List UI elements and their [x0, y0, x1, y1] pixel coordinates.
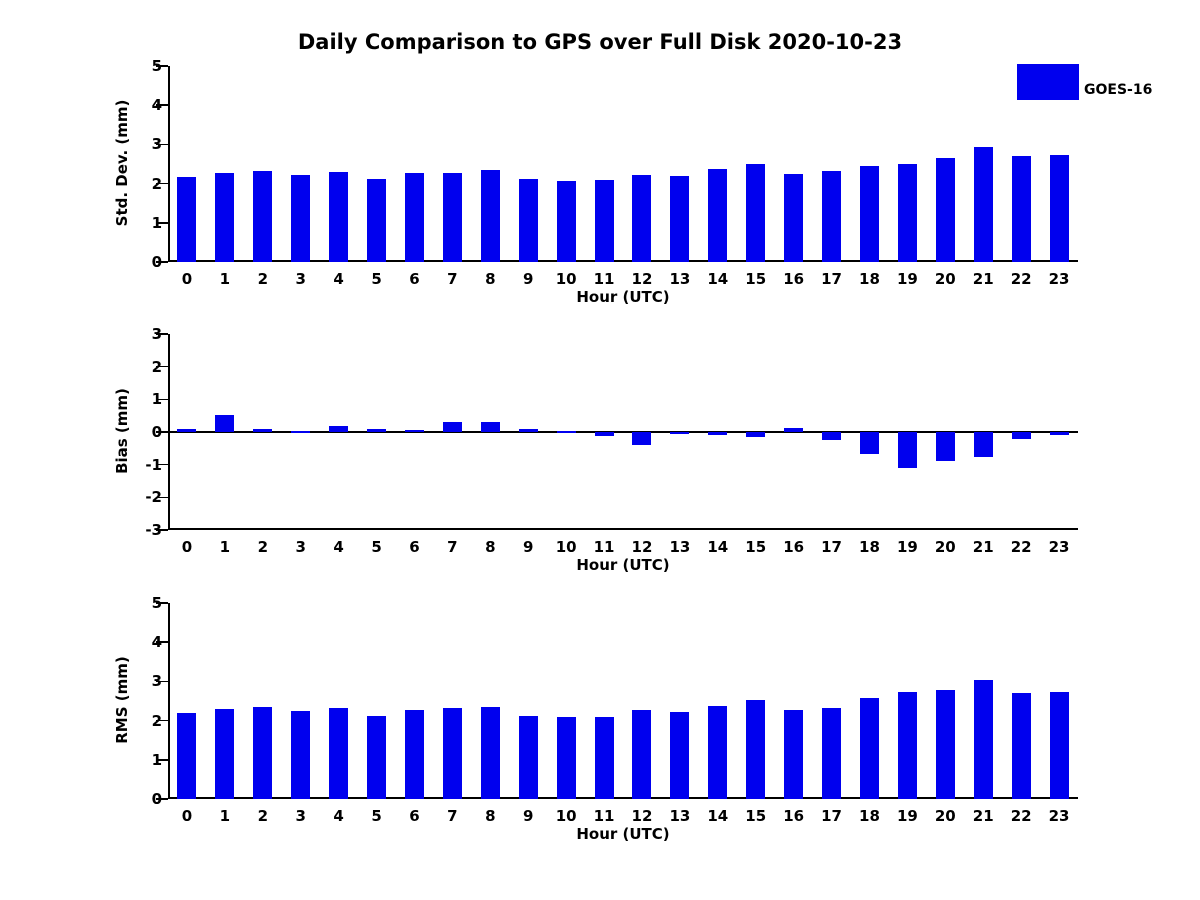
- bar-rms-hour-20: [936, 690, 955, 799]
- x-tick-label-rms-18: 18: [859, 807, 880, 825]
- y-tick-label-rms-0: 0: [151, 790, 162, 808]
- bar-std-hour-20: [936, 158, 955, 262]
- panel-std-dev: [113, 57, 1078, 306]
- y-tick-label-std-1: 1: [151, 213, 162, 232]
- x-tick-label-rms-1: 1: [219, 807, 231, 825]
- y-tick-label-rms-2: 2: [151, 711, 162, 730]
- y-axis-label-bias: Bias (mm): [113, 388, 131, 474]
- y-tick-label-rms-5: 5: [151, 594, 162, 612]
- x-tick-label-std-10: 10: [555, 270, 577, 288]
- x-tick-label-rms-23: 23: [1048, 807, 1070, 825]
- bar-rms-hour-16: [784, 710, 803, 799]
- bar-rms-hour-13: [670, 712, 689, 799]
- panel-rms: [113, 594, 1078, 843]
- x-tick-label-rms-22: 22: [1010, 807, 1032, 825]
- bar-rms-hour-7: [443, 708, 462, 799]
- x-tick-label-rms-16: 16: [783, 807, 805, 825]
- bar-bias-hour-7: [443, 422, 462, 432]
- x-tick-label-bias-11: 11: [593, 538, 615, 556]
- bar-bias-hour-14: [708, 432, 727, 435]
- x-tick-label-std-17: 17: [821, 270, 842, 288]
- bar-bias-hour-21: [974, 432, 993, 457]
- bar-bias-hour-17: [822, 432, 841, 440]
- x-tick-label-std-3: 3: [295, 270, 306, 288]
- bar-rms-hour-8: [481, 707, 500, 799]
- x-tick-label-bias-8: 8: [485, 538, 496, 556]
- bar-rms-hour-9: [519, 716, 538, 799]
- x-tick-label-rms-13: 13: [669, 807, 691, 825]
- x-tick-label-bias-23: 23: [1048, 538, 1070, 556]
- x-tick-label-bias-5: 5: [371, 538, 382, 556]
- x-tick-label-std-1: 1: [219, 270, 231, 288]
- x-tick-label-bias-15: 15: [745, 538, 767, 556]
- x-tick-label-bias-0: 0: [181, 538, 193, 556]
- bar-std-hour-14: [708, 169, 727, 262]
- bar-bias-hour-8: [481, 422, 500, 432]
- x-tick-label-std-22: 22: [1010, 270, 1032, 288]
- bar-std-hour-11: [595, 180, 614, 262]
- x-tick-label-bias-18: 18: [859, 538, 880, 556]
- bar-bias-hour-5: [367, 429, 386, 432]
- x-tick-label-rms-9: 9: [522, 807, 534, 825]
- bar-std-hour-3: [291, 175, 310, 262]
- bar-bias-hour-15: [746, 432, 765, 437]
- y-tick-label-bias-3: 0: [151, 423, 162, 441]
- x-tick-label-bias-10: 10: [555, 538, 577, 556]
- x-tick-label-rms-19: 19: [896, 807, 918, 825]
- x-tick-label-std-2: 2: [257, 270, 268, 288]
- bar-bias-hour-16: [784, 428, 803, 432]
- x-tick-label-rms-12: 12: [631, 807, 653, 825]
- x-axis-label-bias: Hour (UTC): [576, 556, 670, 574]
- x-tick-label-bias-17: 17: [821, 538, 842, 556]
- y-tick-label-bias-5: 2: [151, 357, 162, 376]
- bar-bias-hour-13: [670, 432, 689, 434]
- bar-rms-hour-23: [1050, 692, 1069, 799]
- bar-bias-hour-20: [936, 432, 955, 461]
- panel-bias: [113, 325, 1078, 574]
- y-tick-label-rms-3: 3: [151, 672, 162, 691]
- x-tick-label-std-20: 20: [934, 270, 956, 288]
- x-tick-label-rms-21: 21: [972, 807, 994, 825]
- x-tick-label-std-0: 0: [181, 270, 193, 288]
- x-tick-label-rms-4: 4: [333, 807, 344, 825]
- x-tick-label-std-15: 15: [745, 270, 767, 288]
- x-tick-label-std-18: 18: [859, 270, 880, 288]
- bar-rms-hour-3: [291, 711, 310, 799]
- bar-std-hour-9: [519, 179, 538, 262]
- bar-std-hour-10: [557, 181, 576, 262]
- x-tick-label-rms-20: 20: [934, 807, 956, 825]
- x-tick-label-bias-16: 16: [783, 538, 805, 556]
- bar-std-hour-23: [1050, 155, 1069, 262]
- y-tick-label-bias-2: -1: [145, 455, 162, 474]
- bar-rms-hour-10: [557, 717, 576, 799]
- y-tick-label-bias-6: 3: [151, 325, 162, 343]
- x-tick-label-bias-14: 14: [707, 538, 729, 556]
- x-tick-label-std-4: 4: [333, 270, 344, 288]
- bar-bias-hour-3: [291, 431, 310, 433]
- bar-std-hour-15: [746, 164, 765, 262]
- bar-std-hour-21: [974, 147, 993, 262]
- y-tick-label-bias-1: -2: [145, 488, 162, 507]
- x-tick-label-std-16: 16: [783, 270, 805, 288]
- x-tick-label-std-5: 5: [371, 270, 382, 288]
- x-tick-label-std-8: 8: [485, 270, 496, 288]
- legend-swatch-goes16: [1017, 64, 1079, 100]
- bar-std-hour-7: [443, 173, 462, 262]
- x-axis-label-std-dev: Hour (UTC): [576, 288, 670, 306]
- bar-std-hour-22: [1012, 156, 1031, 262]
- x-tick-label-rms-3: 3: [295, 807, 306, 825]
- x-tick-label-std-6: 6: [409, 270, 420, 288]
- bar-std-hour-17: [822, 171, 841, 262]
- x-tick-label-bias-4: 4: [333, 538, 344, 556]
- legend-label-goes16: GOES-16: [1084, 82, 1153, 98]
- bar-rms-hour-6: [405, 710, 424, 799]
- bar-std-hour-0: [177, 177, 196, 262]
- bar-bias-hour-2: [253, 429, 272, 432]
- plot-area-std-dev: [151, 57, 1078, 288]
- bar-bias-hour-12: [632, 432, 651, 445]
- chart-title: Daily Comparison to GPS over Full Disk 2020-10-23: [297, 30, 903, 54]
- bar-bias-hour-1: [215, 415, 234, 432]
- bar-std-hour-8: [481, 170, 500, 262]
- y-tick-label-rms-4: 4: [151, 633, 162, 652]
- bar-bias-hour-19: [898, 432, 917, 468]
- bar-std-hour-13: [670, 176, 689, 262]
- bar-bias-hour-11: [595, 432, 614, 436]
- bar-std-hour-16: [784, 174, 803, 262]
- bar-rms-hour-22: [1012, 693, 1031, 799]
- bar-std-hour-1: [215, 173, 234, 262]
- x-tick-label-std-9: 9: [522, 270, 534, 288]
- y-axis-line-rms: [168, 603, 170, 799]
- bar-bias-hour-18: [860, 432, 879, 454]
- y-tick-label-rms-1: 1: [151, 750, 162, 769]
- x-tick-label-rms-10: 10: [555, 807, 577, 825]
- y-axis-label-std-dev: Std. Dev. (mm): [113, 99, 131, 227]
- x-tick-label-std-19: 19: [896, 270, 918, 288]
- x-tick-label-rms-0: 0: [181, 807, 193, 825]
- y-tick-label-std-3: 3: [151, 135, 162, 154]
- x-tick-label-rms-2: 2: [257, 807, 268, 825]
- y-tick-label-std-2: 2: [151, 174, 162, 193]
- x-tick-label-bias-2: 2: [257, 538, 268, 556]
- x-tick-label-bias-13: 13: [669, 538, 691, 556]
- x-tick-label-bias-9: 9: [522, 538, 534, 556]
- bar-rms-hour-17: [822, 708, 841, 799]
- bar-bias-hour-9: [519, 429, 538, 432]
- bar-bias-hour-10: [557, 431, 576, 433]
- bar-rms-hour-5: [367, 716, 386, 799]
- x-tick-label-bias-22: 22: [1010, 538, 1032, 556]
- x-tick-label-std-13: 13: [669, 270, 691, 288]
- y-axis-label-rms: RMS (mm): [113, 656, 131, 744]
- bar-rms-hour-19: [898, 692, 917, 799]
- bar-rms-hour-11: [595, 717, 614, 799]
- y-axis-line-std-dev: [168, 66, 170, 262]
- bar-rms-hour-21: [974, 680, 993, 799]
- bar-rms-hour-18: [860, 698, 879, 799]
- x-tick-label-rms-7: 7: [447, 807, 458, 825]
- bar-std-hour-6: [405, 173, 424, 262]
- x-tick-label-rms-8: 8: [485, 807, 496, 825]
- x-tick-label-rms-5: 5: [371, 807, 382, 825]
- bar-std-hour-18: [860, 166, 879, 262]
- bar-bias-hour-23: [1050, 432, 1069, 435]
- x-tick-label-bias-12: 12: [631, 538, 653, 556]
- x-tick-label-std-14: 14: [707, 270, 729, 288]
- x-tick-label-bias-21: 21: [972, 538, 994, 556]
- x-tick-label-bias-1: 1: [219, 538, 231, 556]
- bar-bias-hour-6: [405, 430, 424, 432]
- x-tick-label-rms-14: 14: [707, 807, 729, 825]
- bar-std-hour-2: [253, 171, 272, 262]
- bar-rms-hour-0: [177, 713, 196, 799]
- bar-std-hour-19: [898, 164, 917, 262]
- plot-area-rms: [151, 594, 1078, 825]
- bar-bias-hour-22: [1012, 432, 1031, 439]
- x-tick-label-std-12: 12: [631, 270, 653, 288]
- y-tick-label-bias-4: 1: [151, 390, 162, 409]
- x-tick-label-rms-6: 6: [409, 807, 420, 825]
- bar-rms-hour-12: [632, 710, 651, 799]
- bar-rms-hour-1: [215, 709, 234, 799]
- bar-bias-hour-4: [329, 426, 348, 432]
- y-tick-label-bias-0: -3: [145, 521, 162, 539]
- y-tick-label-std-4: 4: [151, 96, 162, 115]
- x-tick-label-std-21: 21: [972, 270, 994, 288]
- bar-bias-hour-0: [177, 429, 196, 432]
- plot-area-bias: [145, 325, 1078, 556]
- x-tick-label-bias-19: 19: [896, 538, 918, 556]
- x-axis-label-rms: Hour (UTC): [576, 825, 670, 843]
- bar-std-hour-12: [632, 175, 651, 262]
- x-tick-label-bias-3: 3: [295, 538, 306, 556]
- x-tick-label-std-7: 7: [447, 270, 458, 288]
- bar-std-hour-4: [329, 172, 348, 262]
- x-tick-label-bias-6: 6: [409, 538, 420, 556]
- y-tick-label-std-0: 0: [151, 253, 162, 271]
- x-tick-label-rms-15: 15: [745, 807, 767, 825]
- x-tick-label-rms-11: 11: [593, 807, 615, 825]
- bar-rms-hour-4: [329, 708, 348, 799]
- x-tick-label-bias-7: 7: [447, 538, 458, 556]
- bar-rms-hour-14: [708, 706, 727, 799]
- x-tick-label-std-11: 11: [593, 270, 615, 288]
- bar-rms-hour-2: [253, 707, 272, 799]
- y-tick-label-std-5: 5: [151, 57, 162, 75]
- bar-std-hour-5: [367, 179, 386, 262]
- x-axis-line-bias: [168, 528, 1078, 530]
- x-tick-label-std-23: 23: [1048, 270, 1070, 288]
- x-tick-label-rms-17: 17: [821, 807, 842, 825]
- bar-rms-hour-15: [746, 700, 765, 799]
- x-tick-label-bias-20: 20: [934, 538, 956, 556]
